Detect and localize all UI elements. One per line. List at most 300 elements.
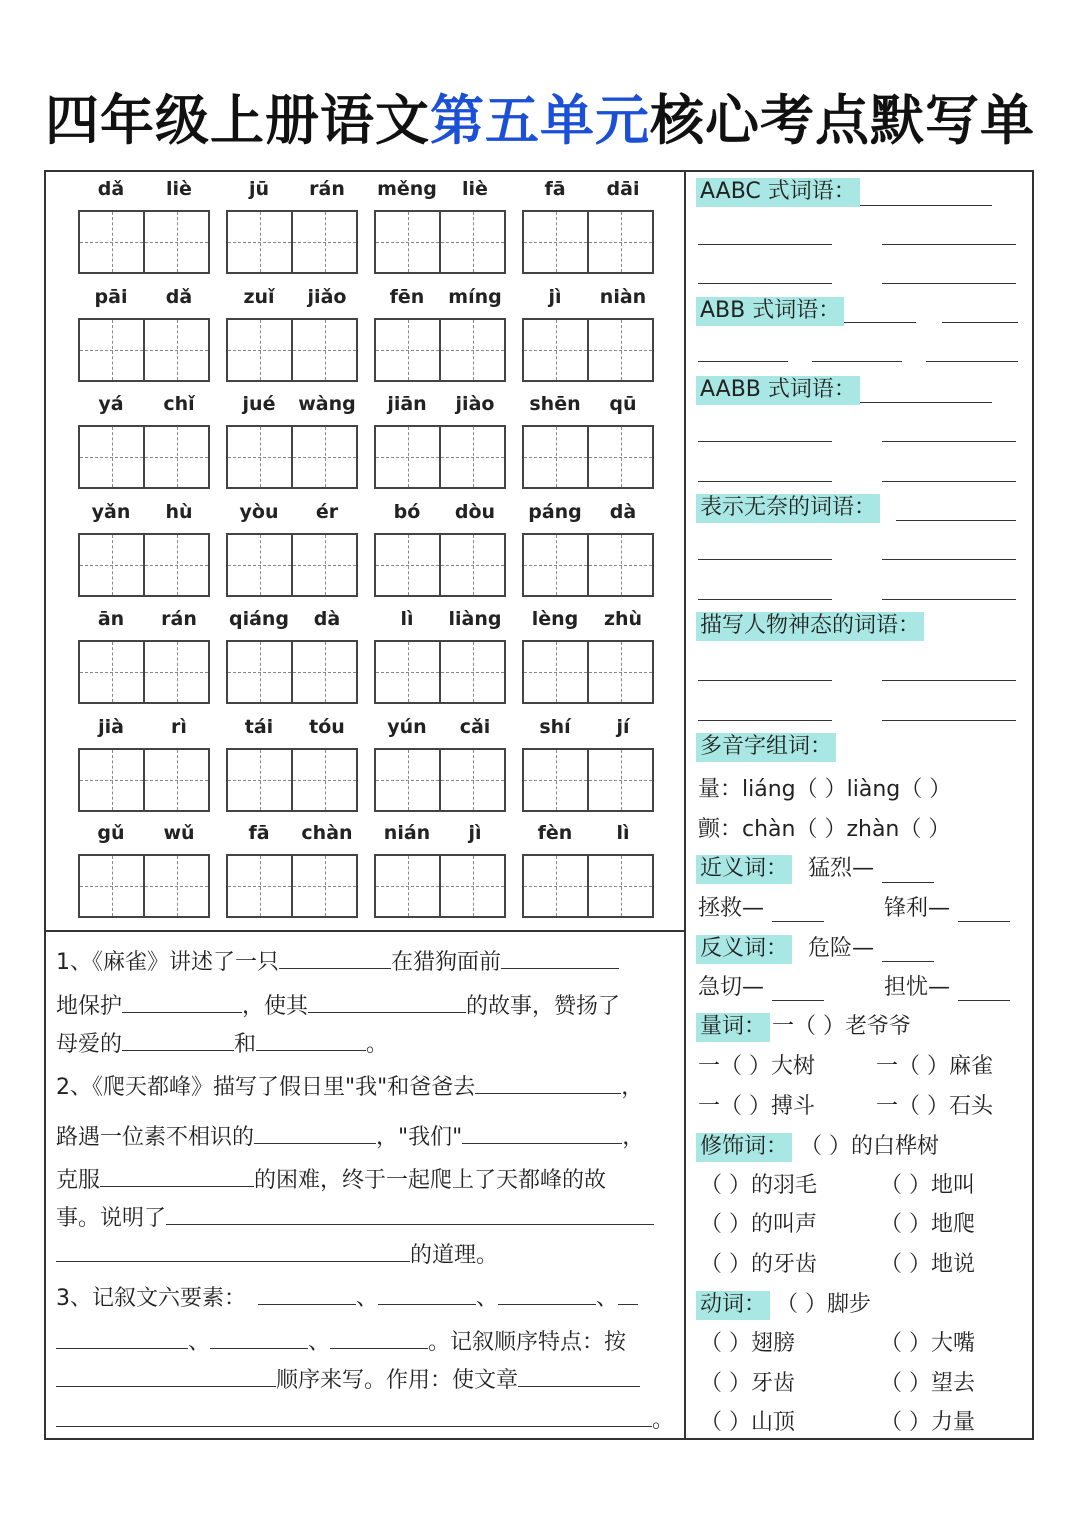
- blank[interactable]: [501, 948, 619, 969]
- pinyin-label: chàn: [301, 822, 353, 844]
- xiushi-3: （ ）地叫: [880, 1173, 975, 1198]
- writing-box[interactable]: [374, 318, 506, 382]
- pinyin-label: yá: [98, 393, 124, 415]
- xiushi-5: （ ）地爬: [880, 1212, 975, 1237]
- word-box: [374, 716, 510, 826]
- writing-box[interactable]: [226, 425, 358, 489]
- pinyin-label: yòu: [239, 501, 279, 523]
- liangci-1: 一（ ）老爷爷: [772, 1014, 911, 1039]
- span: 事。说明了: [56, 1206, 167, 1231]
- tianzige-cell[interactable]: [376, 427, 439, 487]
- word-box: [522, 716, 658, 826]
- blank[interactable]: [258, 1284, 356, 1305]
- blank[interactable]: [254, 1123, 376, 1144]
- word-box: [522, 178, 658, 288]
- liangci-4: 一（ ）搏斗: [698, 1094, 815, 1119]
- pinyin-label: zuǐ: [243, 286, 275, 308]
- tianzige-cell[interactable]: [143, 750, 208, 810]
- blank-line[interactable]: [698, 361, 788, 362]
- pinyin-label: fā: [544, 178, 566, 200]
- label-shentai: 描写人物神态的词语：: [696, 612, 924, 641]
- span: 3、记叙文六要素：: [56, 1286, 246, 1311]
- word-box: [374, 286, 510, 396]
- tianzige-cell[interactable]: [291, 427, 356, 487]
- span: 、: [596, 1286, 619, 1311]
- tianzige-cell[interactable]: [439, 750, 504, 810]
- span: ，: [621, 1075, 644, 1100]
- writing-box[interactable]: [522, 640, 654, 704]
- pinyin-label: jiào: [455, 393, 495, 415]
- tianzige-cell[interactable]: [524, 750, 587, 810]
- pinyin-label: chǐ: [163, 393, 195, 415]
- pinyin-label: dà: [609, 501, 637, 523]
- writing-box[interactable]: [78, 425, 210, 489]
- word-box: [374, 393, 510, 503]
- span: 。: [366, 1032, 389, 1057]
- blank-line[interactable]: [882, 559, 1016, 560]
- tianzige-cell[interactable]: [439, 642, 504, 702]
- pinyin-label: jí: [616, 716, 630, 738]
- label-liangci: 量词：: [696, 1013, 770, 1042]
- pinyin-label: jì: [468, 822, 482, 844]
- q2-line5: [56, 1241, 498, 1267]
- blank-line[interactable]: [882, 481, 1016, 482]
- pinyin-label: hù: [165, 501, 193, 523]
- blank-line[interactable]: [698, 441, 832, 442]
- label-xiushi: 修饰词：: [696, 1133, 792, 1162]
- pinyin-label: měng: [377, 178, 437, 200]
- tianzige-cell[interactable]: [376, 535, 439, 595]
- tianzige-cell[interactable]: [143, 856, 208, 916]
- pinyin-label: fèn: [537, 822, 573, 844]
- word-box: [226, 178, 362, 288]
- jinyi-3: 锋利—: [884, 896, 951, 921]
- tianzige-cell[interactable]: [143, 535, 208, 595]
- blank-line[interactable]: [942, 322, 1018, 323]
- pinyin-label: yún: [387, 716, 427, 738]
- span: 地保护: [56, 994, 123, 1019]
- blank[interactable]: [330, 1328, 428, 1349]
- title-highlight: 第五单元: [430, 89, 650, 152]
- blank-line[interactable]: [882, 441, 1016, 442]
- word-box: [78, 822, 214, 932]
- tianzige-cell[interactable]: [376, 642, 439, 702]
- word-box: [78, 178, 214, 288]
- tianzige-cell[interactable]: [143, 212, 208, 272]
- blank[interactable]: [279, 948, 391, 969]
- blank-line[interactable]: [860, 402, 992, 403]
- word-box: [522, 286, 658, 396]
- pinyin-label: bó: [393, 501, 421, 523]
- writing-box[interactable]: [226, 318, 358, 382]
- label-fanyi: 反义词：: [696, 935, 792, 964]
- title-part3: 核心考点默写单: [650, 89, 1035, 152]
- pinyin-label: dòu: [454, 501, 496, 523]
- blank-line[interactable]: [772, 1000, 824, 1001]
- span: 的道理。: [410, 1243, 499, 1268]
- span: 、: [356, 1286, 379, 1311]
- writing-box[interactable]: [226, 748, 358, 812]
- blank-line[interactable]: [698, 559, 832, 560]
- xiushi-4: （ ）的叫声: [700, 1212, 817, 1237]
- blank-line[interactable]: [926, 361, 1018, 362]
- word-box: [374, 178, 510, 288]
- word-box: [522, 822, 658, 932]
- q2-line2: [56, 1123, 644, 1149]
- span: 的故事，赞扬了: [466, 994, 621, 1019]
- span: 、: [476, 1286, 499, 1311]
- writing-box[interactable]: [78, 318, 210, 382]
- blank[interactable]: [518, 1366, 640, 1387]
- tianzige-cell[interactable]: [587, 642, 652, 702]
- span: 在猎狗面前: [391, 950, 502, 975]
- writing-box[interactable]: [522, 425, 654, 489]
- q1-line3: [56, 1030, 388, 1056]
- word-box: [374, 822, 510, 932]
- q2-line3: [56, 1166, 606, 1192]
- pinyin-label: rán: [309, 178, 345, 200]
- span: 。: [652, 1408, 675, 1433]
- tianzige-cell[interactable]: [80, 750, 143, 810]
- tianzige-cell[interactable]: [376, 320, 439, 380]
- blank-line[interactable]: [882, 244, 1016, 245]
- pinyin-label: qū: [609, 393, 637, 415]
- pinyin-label: jū: [248, 178, 270, 200]
- blank-line[interactable]: [882, 680, 1016, 681]
- tianzige-cell[interactable]: [80, 856, 143, 916]
- label-abb: ABB 式词语：: [696, 297, 844, 326]
- writing-box[interactable]: [522, 318, 654, 382]
- pinyin-label: jì: [548, 286, 562, 308]
- pinyin-label: fā: [248, 822, 270, 844]
- writing-box[interactable]: [78, 210, 210, 274]
- blank-line[interactable]: [844, 322, 916, 323]
- dongci-2: （ ）翅膀: [700, 1331, 795, 1356]
- blank-line[interactable]: [882, 283, 1016, 284]
- q2-line4: [56, 1204, 654, 1230]
- pinyin-label: fēn: [389, 286, 425, 308]
- writing-box[interactable]: [78, 854, 210, 918]
- blank[interactable]: [308, 992, 466, 1013]
- word-box: [226, 716, 362, 826]
- tianzige-cell[interactable]: [524, 212, 587, 272]
- span: 和: [234, 1032, 257, 1057]
- word-box: [374, 501, 510, 611]
- pinyin-label: liàng: [448, 608, 502, 630]
- blank-line[interactable]: [812, 361, 902, 362]
- pinyin-label: dà: [313, 608, 341, 630]
- tianzige-cell[interactable]: [439, 856, 504, 916]
- pinyin-label: rì: [171, 716, 187, 738]
- liangci-3: 一（ ）麻雀: [876, 1054, 993, 1079]
- pinyin-label: yǎn: [91, 501, 131, 523]
- pinyin-label: jué: [242, 393, 276, 415]
- duoyin-chan: 颤：chàn（ ）zhàn（ ）: [698, 817, 951, 842]
- pinyin-label: lì: [400, 608, 414, 630]
- pinyin-label: lèng: [531, 608, 579, 630]
- pinyin-label: dāi: [606, 178, 640, 200]
- pinyin-label: liè: [166, 178, 192, 200]
- pinyin-label: shí: [539, 716, 571, 738]
- q3-line3: [56, 1366, 640, 1392]
- liangci-2: 一（ ）大树: [698, 1054, 815, 1079]
- span: 顺序来写。作用：使文章: [276, 1368, 519, 1393]
- tianzige-cell[interactable]: [439, 212, 504, 272]
- blank[interactable]: [56, 1328, 188, 1349]
- tianzige-cell[interactable]: [524, 320, 587, 380]
- tianzige-cell[interactable]: [587, 750, 652, 810]
- pinyin-label: ān: [97, 608, 125, 630]
- blank[interactable]: [256, 1030, 366, 1051]
- tianzige-cell[interactable]: [143, 642, 208, 702]
- tianzige-cell[interactable]: [228, 750, 291, 810]
- writing-box[interactable]: [374, 425, 506, 489]
- column-divider: [684, 170, 686, 1440]
- pinyin-label: jiān: [387, 393, 427, 415]
- blank[interactable]: [210, 1328, 308, 1349]
- blank[interactable]: [100, 1166, 254, 1187]
- fanyi-2: 急切—: [698, 975, 765, 1000]
- tianzige-cell[interactable]: [228, 320, 291, 380]
- writing-box[interactable]: [226, 640, 358, 704]
- tianzige-cell[interactable]: [524, 427, 587, 487]
- blank-line[interactable]: [958, 921, 1010, 922]
- blank[interactable]: [56, 1366, 276, 1387]
- pinyin-label: nián: [383, 822, 431, 844]
- blank-line[interactable]: [958, 1000, 1010, 1001]
- blank-line[interactable]: [698, 283, 832, 284]
- blank[interactable]: [618, 1284, 638, 1305]
- tianzige-cell[interactable]: [439, 320, 504, 380]
- jinyi-2: 拯救—: [698, 896, 765, 921]
- pinyin-label: liè: [462, 178, 488, 200]
- xiushi-6: （ ）的牙齿: [700, 1252, 817, 1277]
- q3-line4: [56, 1406, 674, 1432]
- writing-box[interactable]: [374, 533, 506, 597]
- word-box: [78, 501, 214, 611]
- dongci-3: （ ）大嘴: [880, 1331, 975, 1356]
- word-box: [226, 501, 362, 611]
- dongci-5: （ ）望去: [880, 1371, 975, 1396]
- tianzige-cell[interactable]: [80, 427, 143, 487]
- word-box: [226, 608, 362, 718]
- dongci-7: （ ）力量: [880, 1410, 975, 1435]
- writing-box[interactable]: [522, 748, 654, 812]
- writing-box[interactable]: [522, 210, 654, 274]
- word-box: [78, 608, 214, 718]
- blank[interactable]: [56, 1406, 652, 1427]
- pinyin-label: pāi: [94, 286, 128, 308]
- span: 1、《麻雀》讲述了一只: [56, 950, 279, 975]
- xiushi-1: （ ）的白桦树: [800, 1134, 939, 1159]
- tianzige-cell[interactable]: [291, 856, 356, 916]
- pinyin-label: ér: [315, 501, 339, 523]
- blank[interactable]: [475, 1073, 621, 1094]
- q3-line2: [56, 1328, 626, 1354]
- pinyin-label: dǎ: [97, 178, 125, 200]
- word-box: [522, 608, 658, 718]
- span: ，"我们": [376, 1125, 463, 1150]
- label-dongci: 动词：: [696, 1291, 770, 1320]
- blank-line[interactable]: [882, 720, 1016, 721]
- blank[interactable]: [378, 1284, 476, 1305]
- pinyin-label: tái: [244, 716, 274, 738]
- blank-line[interactable]: [860, 205, 992, 206]
- tianzige-cell[interactable]: [587, 535, 652, 595]
- label-aabc: AABC 式词语：: [696, 178, 860, 207]
- tianzige-cell[interactable]: [80, 535, 143, 595]
- label-jinyi: 近义词：: [696, 855, 792, 884]
- writing-box[interactable]: [226, 210, 358, 274]
- blank-line[interactable]: [896, 520, 1016, 521]
- writing-box[interactable]: [78, 533, 210, 597]
- word-box: [374, 608, 510, 718]
- pinyin-label: shēn: [529, 393, 581, 415]
- xiushi-7: （ ）地说: [880, 1252, 975, 1277]
- blank[interactable]: [462, 1123, 622, 1144]
- span: 路遇一位素不相识的: [56, 1125, 255, 1150]
- title-part1: 四年级上册语文: [45, 89, 430, 152]
- label-aabb: AABB 式词语：: [696, 376, 860, 405]
- tianzige-cell[interactable]: [143, 320, 208, 380]
- word-box: [522, 393, 658, 503]
- pinyin-label: páng: [528, 501, 582, 523]
- tianzige-cell[interactable]: [80, 320, 143, 380]
- blank[interactable]: [166, 1204, 654, 1225]
- blank-line[interactable]: [698, 599, 832, 600]
- blank-line[interactable]: [698, 720, 832, 721]
- pinyin-label: wǔ: [163, 822, 195, 844]
- page-title: [0, 78, 1080, 155]
- pinyin-label: tóu: [309, 716, 345, 738]
- blank[interactable]: [122, 992, 242, 1013]
- blank-line[interactable]: [882, 599, 1016, 600]
- pinyin-label: dǎ: [165, 286, 193, 308]
- pinyin-label: niàn: [599, 286, 647, 308]
- writing-box[interactable]: [522, 533, 654, 597]
- pinyin-label: jià: [98, 716, 124, 738]
- tianzige-cell[interactable]: [587, 212, 652, 272]
- writing-box[interactable]: [78, 640, 210, 704]
- word-box: [78, 716, 214, 826]
- pinyin-label: rán: [161, 608, 197, 630]
- writing-box[interactable]: [374, 854, 506, 918]
- dongci-1: （ ）脚步: [776, 1292, 871, 1317]
- tianzige-cell[interactable]: [524, 856, 587, 916]
- tianzige-cell[interactable]: [291, 535, 356, 595]
- blank[interactable]: [56, 1241, 410, 1262]
- span: ，使其: [242, 994, 309, 1019]
- tianzige-cell[interactable]: [228, 535, 291, 595]
- blank-line[interactable]: [698, 481, 832, 482]
- span: 。记叙顺序特点：按: [428, 1330, 627, 1355]
- blank-line[interactable]: [698, 244, 832, 245]
- liangci-5: 一（ ）石头: [876, 1094, 993, 1119]
- word-box: [522, 501, 658, 611]
- span: 母爱的: [56, 1032, 123, 1057]
- tianzige-cell[interactable]: [291, 212, 356, 272]
- tianzige-cell[interactable]: [228, 642, 291, 702]
- writing-box[interactable]: [374, 640, 506, 704]
- tianzige-cell[interactable]: [439, 535, 504, 595]
- pinyin-label: míng: [448, 286, 502, 308]
- pinyin-label: lì: [616, 822, 630, 844]
- writing-box[interactable]: [374, 210, 506, 274]
- tianzige-cell[interactable]: [439, 427, 504, 487]
- span: 克服: [56, 1168, 101, 1193]
- tianzige-cell[interactable]: [524, 535, 587, 595]
- tianzige-cell[interactable]: [143, 427, 208, 487]
- writing-box[interactable]: [78, 748, 210, 812]
- word-box: [78, 393, 214, 503]
- blank-line[interactable]: [882, 882, 934, 883]
- word-box: [226, 286, 362, 396]
- blank-line[interactable]: [882, 961, 934, 962]
- q3-line1: [56, 1284, 638, 1310]
- dongci-6: （ ）山顶: [700, 1410, 795, 1435]
- span: 2、《爬天都峰》描写了假日里"我"和爸爸去: [56, 1075, 476, 1100]
- tianzige-cell[interactable]: [291, 320, 356, 380]
- dongci-4: （ ）牙齿: [700, 1371, 795, 1396]
- writing-box[interactable]: [374, 748, 506, 812]
- word-box: [226, 393, 362, 503]
- tianzige-cell[interactable]: [376, 750, 439, 810]
- span: 、: [188, 1330, 211, 1355]
- q1-line2: [56, 992, 620, 1018]
- span: 的困难，终于一起爬上了天都峰的故: [254, 1168, 607, 1193]
- q2-line1: [56, 1073, 643, 1099]
- tianzige-cell[interactable]: [587, 427, 652, 487]
- word-box: [226, 822, 362, 932]
- word-box: [78, 286, 214, 396]
- blank-line[interactable]: [772, 921, 824, 922]
- tianzige-cell[interactable]: [228, 427, 291, 487]
- writing-box[interactable]: [226, 854, 358, 918]
- pinyin-label: qiáng: [228, 608, 290, 630]
- tianzige-cell[interactable]: [376, 212, 439, 272]
- blank[interactable]: [498, 1284, 596, 1305]
- tianzige-cell[interactable]: [291, 642, 356, 702]
- tianzige-cell[interactable]: [80, 212, 143, 272]
- blank-line[interactable]: [698, 680, 832, 681]
- tianzige-cell[interactable]: [587, 320, 652, 380]
- tianzige-cell[interactable]: [228, 212, 291, 272]
- fanyi-3: 担忧—: [884, 975, 951, 1000]
- tianzige-cell[interactable]: [524, 642, 587, 702]
- pinyin-label: zhù: [603, 608, 643, 630]
- pinyin-label: wàng: [298, 393, 356, 415]
- jinyi-1: 猛烈—: [808, 856, 875, 881]
- tianzige-cell[interactable]: [376, 856, 439, 916]
- pinyin-label: gǔ: [97, 822, 125, 844]
- fanyi-1: 危险—: [808, 936, 875, 961]
- blank[interactable]: [122, 1030, 234, 1051]
- label-duoyin: 多音字组词：: [696, 733, 836, 762]
- pinyin-label: jiǎo: [307, 286, 347, 308]
- q1-line1: [56, 948, 619, 974]
- tianzige-cell[interactable]: [80, 642, 143, 702]
- xiushi-2: （ ）的羽毛: [700, 1173, 817, 1198]
- span: ，: [622, 1125, 645, 1150]
- tianzige-cell[interactable]: [291, 750, 356, 810]
- writing-box[interactable]: [522, 854, 654, 918]
- pinyin-label: cǎi: [459, 716, 491, 738]
- label-wunai: 表示无奈的词语：: [696, 494, 880, 523]
- tianzige-cell[interactable]: [228, 856, 291, 916]
- tianzige-cell[interactable]: [587, 856, 652, 916]
- writing-box[interactable]: [226, 533, 358, 597]
- span: 、: [308, 1330, 331, 1355]
